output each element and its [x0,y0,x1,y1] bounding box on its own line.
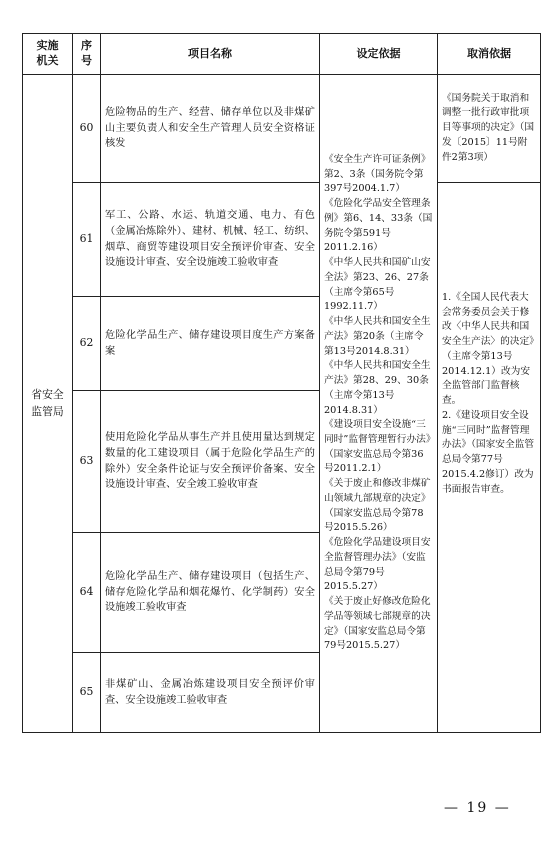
basis-cell: 《安全生产许可证条例》第2、3条（国务院令第397号2004.1.7） 《危险化学品安全管理条例》第6、14、33条（国务院令第591号2011.2.16） 《中华人民共和国矿山安全法》第23、26、27条（主席令第65号1992.11.7） 《中华人民共和国安全生产法》第20条（主席令第13号2014.8.31） 《中华人民共和国安全生产法》第28、29、30条（主席令第13号2014.8.31） 《建设项目安全设施“三同时”监督管理暂行办法》（国家安监总局令第36号2011.2.1） 《关于废止和修改非煤矿山领域九部规章的决定》（国家安监总局令第78号2015.5.26） 《危险化学品建设项目安全监督管理办法》（安监总局令第79号2015.5.27） 《关于废止好修改危险化学品等领域七部规章的决定》（国家安监总局令第79号2015.5.27） [320,75,438,733]
approval-items-table [22,33,541,733]
row-seq: 60 [73,75,101,183]
table-row [23,75,541,183]
row-project-name: 非煤矿山、金属冶炼建设项目安全预评价审查、安全设施竣工验收审查 [101,653,320,733]
row-seq: 63 [73,391,101,533]
row-project-name: 危险化学品生产、储存建设项目（包括生产、储存危险化学品和烟花爆竹、化学制药）安全设施竣工验收审查 [101,533,320,653]
agency-cell: 省安全 监管局 [23,75,73,733]
header-agency: 实施 机关 [23,34,73,75]
row-project-name: 使用危险化学品从事生产并且使用量达到规定数量的化工建设项目（属于危险化学品生产的除外）安全条件论证与安全预评价备案、安全设施设计审查、安全竣工验收审查 [101,391,320,533]
cancel-cell-bottom: 1.《全国人民代表大会常务委员会关于修改〈中华人民共和国安全生产法〉的决定》（主席令第13号2014.12.1）改为安全监管部门监督核查。 2.《建设项目安全设施“三同时”监督管理办法》（国家安全监管总局令第77号2015.4.2修订）改为书面报告审查。 [438,183,541,733]
header-seq: 序号 [73,34,101,75]
row-seq: 61 [73,183,101,297]
table-header-row [23,34,541,75]
row-seq: 62 [73,297,101,391]
row-seq: 64 [73,533,101,653]
row-project-name: 危险化学品生产、储存建设项目度生产方案备案 [101,297,320,391]
row-project-name: 危险物品的生产、经营、储存单位以及非煤矿山主要负责人和安全生产管理人员安全资格证核发 [101,75,320,183]
page-number: — 19 — [444,800,511,816]
row-project-name: 军工、公路、水运、轨道交通、电力、有色（金属冶炼除外）、建材、机械、轻工、纺织、烟草、商贸等建设项目安全预评价审查、安全设施设计审查、安全设施竣工验收审查 [101,183,320,297]
cancel-cell-top: 《国务院关于取消和调整一批行政审批项目等事项的决定》（国发〔2015〕11号附件2第3项） [438,75,541,183]
row-seq: 65 [73,653,101,733]
table-row [23,183,541,297]
header-project: 项目名称 [101,34,320,75]
header-basis: 设定依据 [320,34,438,75]
header-cancel: 取消依据 [438,34,541,75]
